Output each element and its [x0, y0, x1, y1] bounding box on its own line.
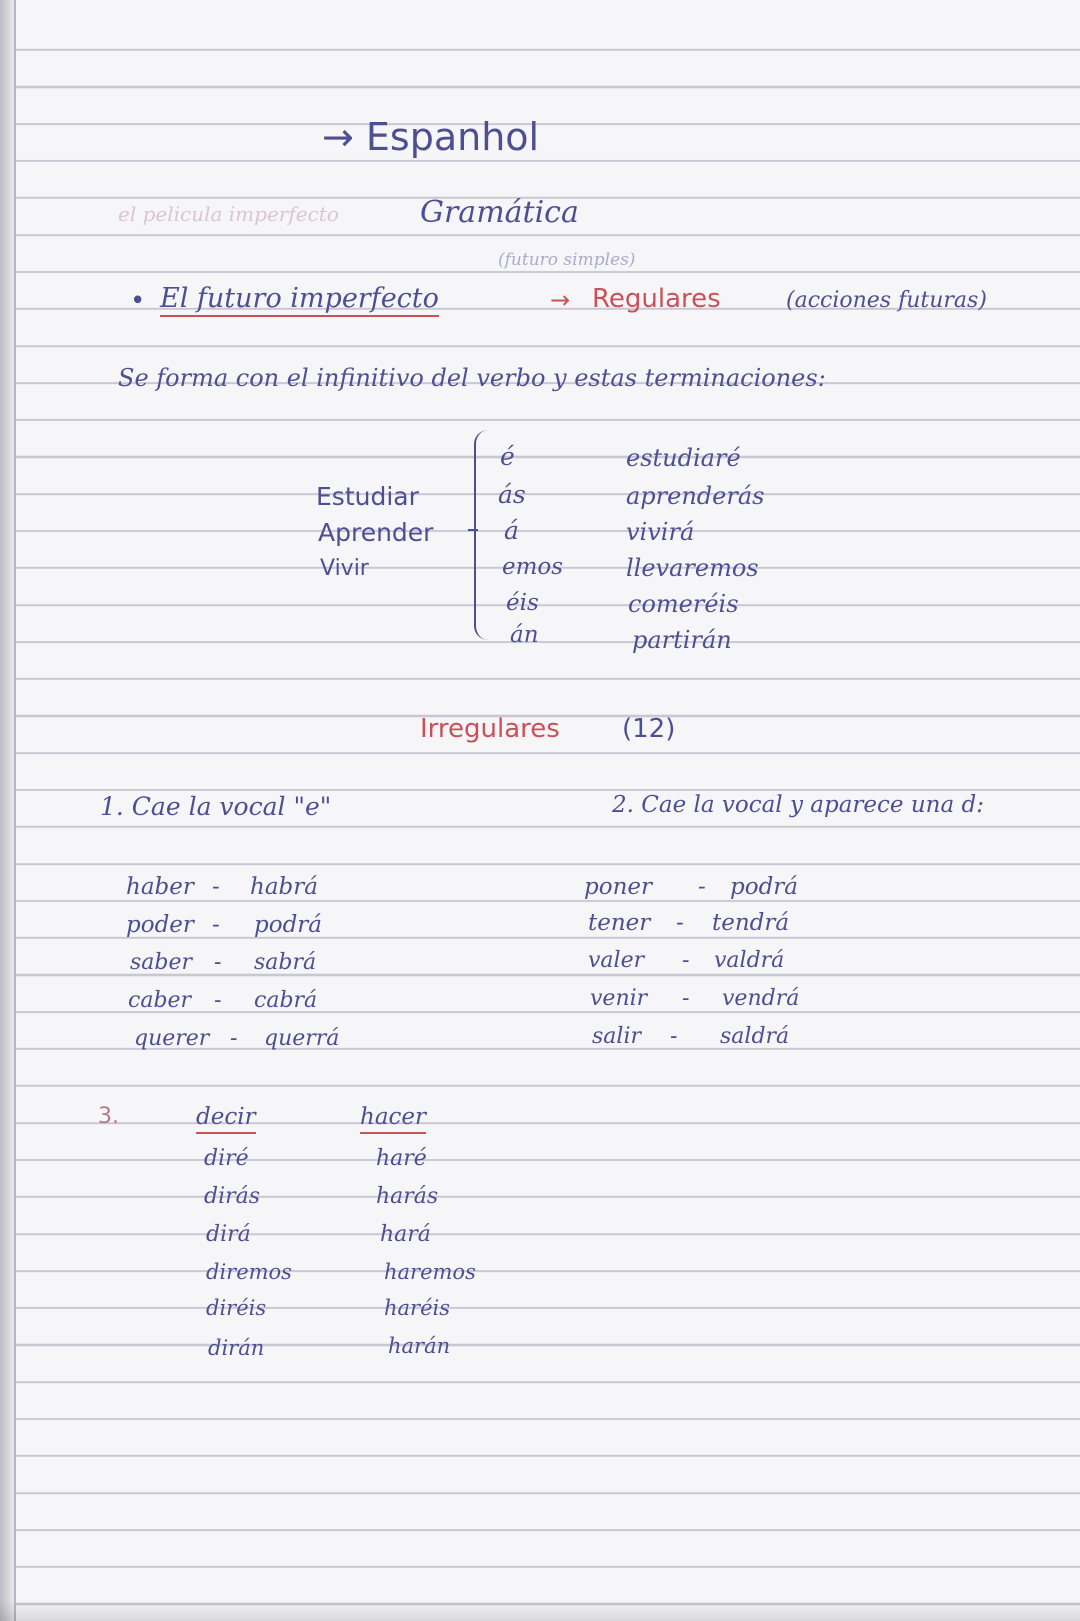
list-item: diréis — [206, 1296, 267, 1320]
list-item: querrá — [264, 1026, 340, 1051]
dash: - — [214, 950, 222, 975]
example-3: vivirá — [626, 518, 695, 546]
heading-arrow: → — [550, 286, 571, 314]
list-item: sabrá — [254, 950, 317, 975]
ending-1: é — [500, 442, 515, 471]
example-5: comeréis — [628, 590, 739, 618]
list-item: poner — [584, 874, 652, 900]
list-item: diré — [204, 1146, 249, 1171]
verb-aprender: Aprender — [318, 518, 434, 547]
ending-4: emos — [502, 554, 564, 580]
example-6: partirán — [632, 626, 732, 654]
example-4: llevaremos — [626, 554, 759, 582]
verb-estudiar: Estudiar — [316, 482, 419, 511]
dash: - — [676, 910, 684, 936]
list-item: podrá — [254, 912, 323, 938]
dash: - — [214, 988, 222, 1013]
list-item: harán — [388, 1334, 451, 1358]
list-item: poder — [126, 912, 194, 938]
dash: - — [670, 1024, 678, 1049]
brace — [474, 430, 490, 640]
list-item: podrá — [730, 874, 799, 900]
list-item: saldrá — [720, 1024, 790, 1049]
list-item: venir — [590, 986, 648, 1011]
list-item: tendrá — [712, 910, 790, 936]
margin-line — [14, 0, 16, 1621]
decir-header: decir — [196, 1106, 256, 1134]
heading-note: (acciones futuras) — [786, 288, 987, 313]
dash: - — [682, 948, 690, 973]
faded-note: el pelicula imperfecto — [118, 202, 339, 226]
list-item: haréis — [384, 1296, 451, 1320]
dash: - — [682, 986, 690, 1011]
list-item: dirán — [208, 1336, 265, 1360]
ending-6: án — [510, 622, 539, 648]
irregulares-title: Irregulares — [420, 714, 560, 744]
dash: - — [212, 874, 220, 900]
dash: - — [212, 912, 220, 938]
list-item: valer — [588, 948, 645, 973]
bullet: • — [130, 286, 146, 316]
futuro-note: (futuro simples) — [498, 250, 636, 270]
list-item: hará — [380, 1222, 431, 1247]
subtitle: Gramática — [420, 195, 579, 230]
group2-title: 2. Cae la vocal y aparece una d: — [612, 792, 984, 818]
list-item: harás — [376, 1184, 439, 1209]
example-1: estudiaré — [626, 444, 741, 472]
example-2: aprenderás — [626, 482, 765, 510]
list-item: salir — [592, 1024, 641, 1049]
verb-vivir: Vivir — [320, 556, 369, 581]
list-item: caber — [128, 988, 192, 1013]
list-item: valdrá — [714, 948, 785, 973]
page-title: → Espanhol — [322, 115, 540, 159]
dash: - — [698, 874, 706, 900]
section-heading: El futuro imperfecto — [160, 285, 439, 317]
irregulares-count: (12) — [622, 714, 676, 744]
page-shadow — [0, 1600, 1080, 1621]
list-item: habrá — [250, 874, 318, 900]
list-item: haber — [126, 874, 194, 900]
list-item: vendrá — [722, 986, 800, 1011]
ending-2: ás — [498, 480, 526, 509]
hacer-header: hacer — [360, 1106, 426, 1134]
ending-5: éis — [506, 590, 539, 616]
list-item: saber — [130, 950, 193, 975]
rule-sentence: Se forma con el infinitivo del verbo y estas terminaciones: — [118, 364, 826, 392]
list-item: haré — [376, 1146, 427, 1171]
regulares-label: Regulares — [592, 284, 721, 314]
list-item: cabrá — [254, 988, 318, 1013]
list-item: haremos — [384, 1260, 476, 1284]
group1-title: 1. Cae la vocal "e" — [100, 792, 332, 821]
dash: - — [230, 1026, 238, 1051]
list-item: tener — [588, 910, 651, 936]
ending-3: á — [504, 516, 519, 545]
list-item: dirás — [204, 1184, 261, 1209]
list-item: dirá — [206, 1222, 251, 1247]
list-item: querer — [134, 1026, 210, 1051]
list-item: diremos — [206, 1260, 292, 1284]
group3-number: 3. — [98, 1104, 119, 1129]
brace-notch — [468, 529, 478, 531]
